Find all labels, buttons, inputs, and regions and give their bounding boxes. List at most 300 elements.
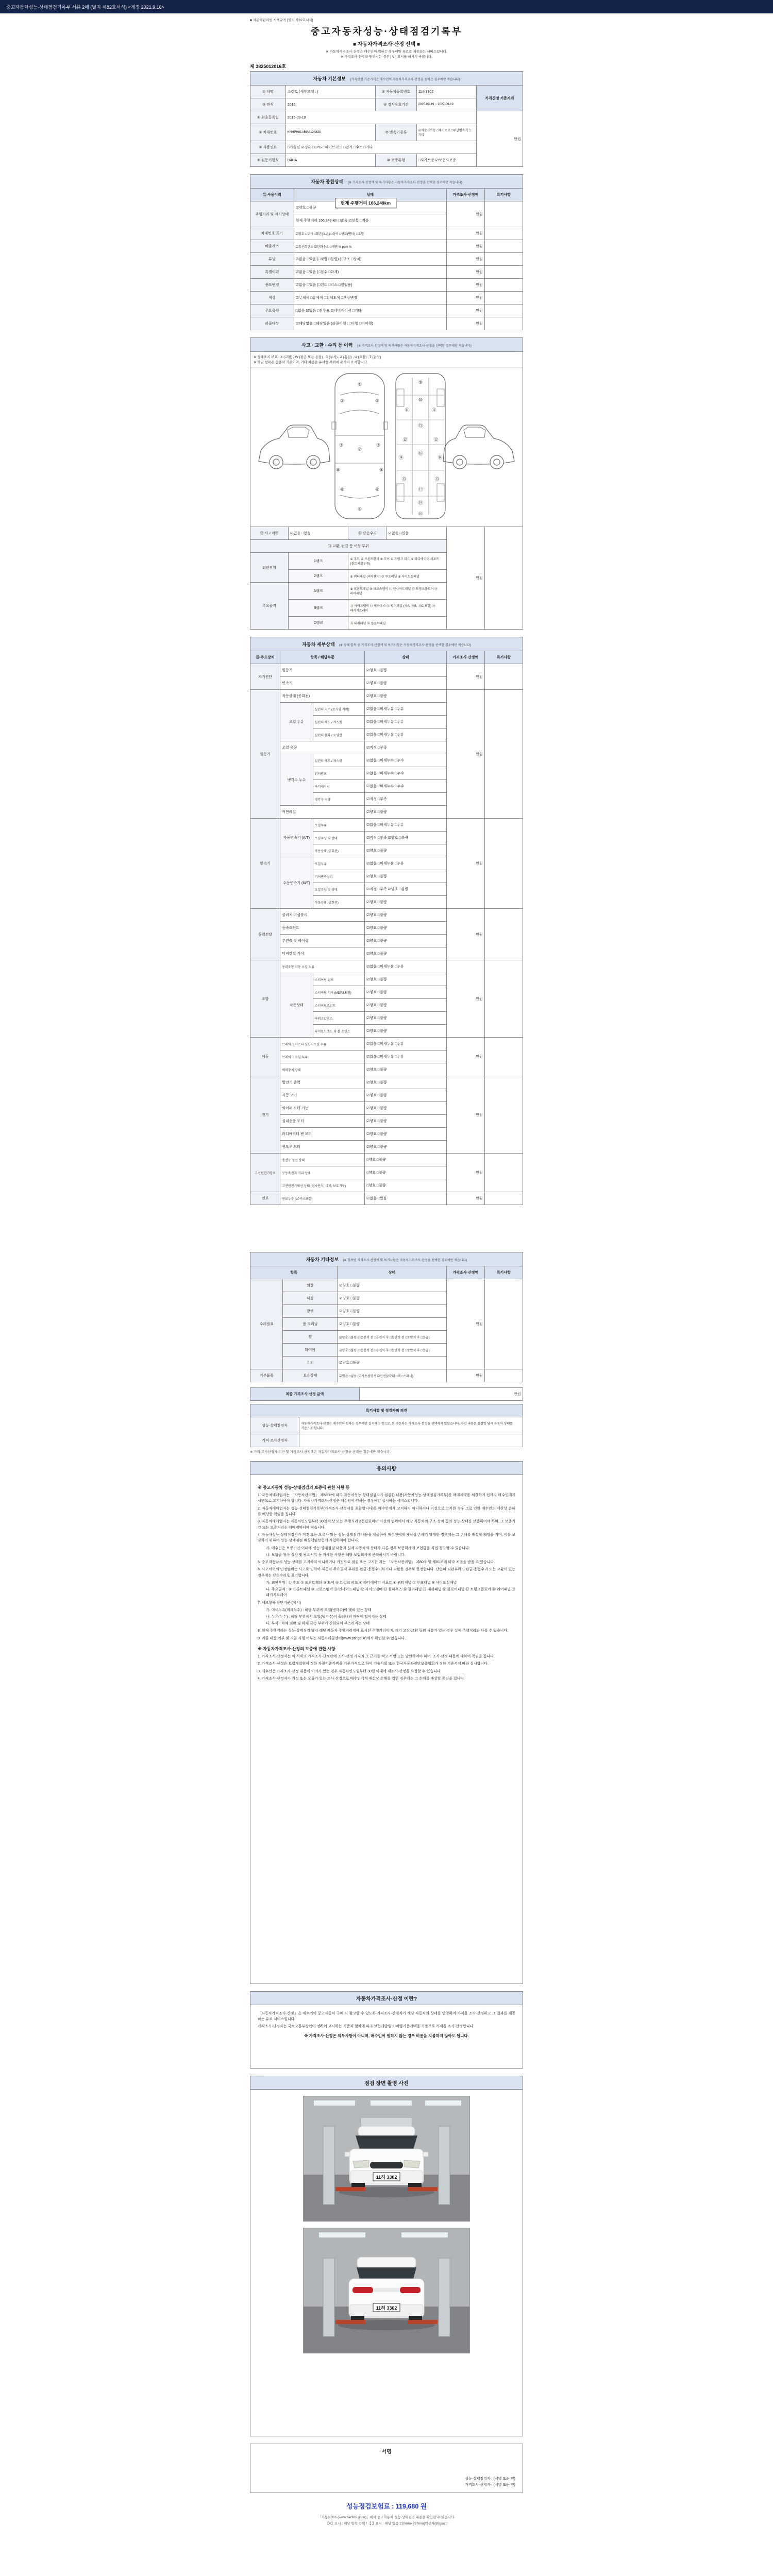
table-cell: 만원 (446, 1279, 484, 1369)
checkbox-cell[interactable]: ☑양호 □불량 (365, 1141, 447, 1154)
checkbox-cell[interactable]: ☑양호 □불량 (365, 1063, 447, 1076)
basic-info-note: (가격산정 기준가격은 매수인이 자동차가격조사·산정을 원하는 경우에만 적습니다) (350, 78, 460, 81)
checkbox-cell[interactable]: ☑없음 □미세누유 □누유 (365, 1038, 447, 1050)
table-cell: 만원 (446, 960, 484, 1038)
table-cell: 타이로드엔드 및 볼 조인트 (313, 1025, 365, 1038)
checkbox-cell[interactable]: ☑양호 □불량 (365, 690, 447, 703)
table-cell: 주행거리 및 계기상태 (250, 201, 294, 227)
table-cell: 브레이크 마스터 실린더오일 누유 (280, 1038, 365, 1050)
text-line: 9. 리콜 대상 여부 및 리콜 시행 여부는 자동차리콜센터(www.car.go.kr)에서 확인할 수 있습니다. (258, 1636, 406, 1640)
svg-text:⑭: ⑭ (438, 455, 443, 460)
section-accident-history (250, 337, 523, 630)
insurance-fee-label: 성능점검보험료 : (346, 2503, 394, 2510)
svg-text:⑧: ⑧ (379, 467, 384, 472)
table-cell: 구동축전지 격리 상태 (280, 1166, 365, 1179)
overall-condition-header (250, 174, 523, 188)
table-cell: 클러치 어셈블리 (280, 909, 365, 922)
svg-text:⑥: ⑥ (375, 487, 380, 492)
text-line: 1. 자동차매매업자는 「자동차관리법」 제58조에 따라 자동차성능·상태점검자가 점검한 내용(자동차성능·상태점검기록부)을 매매계약을 체결하기 전까지 매수인에게 서면으로 고지하여야 합니다. 자동차가격조사·산정은 매수인이 원하는 경우에만 실시하는 서비스입니다. (258, 1494, 515, 1503)
text-line: 나. 주요골격 : ⑨ 프론트패널 ⑩ 크로스멤버 ⑪ 인사이드패널 ⑫ 사이드멤버 ⑬ 휠하우스 ⑭ 필러패널 ⑮ 대쉬패널 ⑯ 플로어패널 ⑰ 트렁크플로어 ⑱ 리어패널 ⑲ 패키지트레이 (266, 1588, 515, 1598)
text-line: 가. 외판부위 : ① 후드 ② 프론트휀더 ③ 도어 ④ 트렁크 리드 ⑤ 라디에이터 서포트 ⑥ 쿼터패널 ⑦ 루프패널 ⑧ 사이드실패널 (266, 1581, 457, 1585)
table-cell: 용도변경 (250, 279, 294, 292)
insurance-fee-value: 119,680 원 (395, 2503, 427, 2510)
final-price-note: ※ 가격·조사산정자 의견 및 가격조사·산정액은 자동차가격조사·산정을 선택한 경우에만 적습니다. (250, 1450, 391, 1454)
table-cell: D4HA (285, 154, 376, 167)
checkbox-cell[interactable]: ☑양호 □불량 (365, 1012, 447, 1025)
table-cell: 특기사항 및 점검자의 의견 (250, 1404, 523, 1417)
table-cell: 변속기 (250, 819, 280, 909)
text-line: 「자동차365 (www.car365.go.kr)」에서 중고자동차 성능·상태점검 내용을 확인할 수 있습니다. (318, 2516, 455, 2519)
current-mileage-popup: 현재 주행거리 166,249km (335, 198, 396, 208)
section-etc-info (250, 1252, 523, 1454)
text-line: 「자동차가격조사·산정」은 매수인이 중고자동차 구매 시 참고할 수 있도록 가격조사·산정자가 해당 자동차의 상태를 반영하여 가격을 조사·산정하고 그 결과를 제공하는 유료 서비스입니다. (258, 2012, 515, 2022)
table-cell: 자동차가격조사·산정은 매수인이 원하는 경우에만 실시하는 것으로, 본 자동차는 가격조사·산정을 선택하지 않았습니다. 점검 내용은 점검일 당시 자동차 상태를 기준으로 합니다. (299, 1417, 523, 1434)
checkbox-cell[interactable]: ⑮ 대쉬패널 ⑯ 플로어패널 (348, 617, 446, 630)
state-symbol-legend (250, 351, 523, 367)
inspection-photo-rear (303, 2228, 470, 2353)
table-cell (484, 1038, 523, 1076)
checkbox-cell[interactable]: □자가보증 ☑보험사보증 (416, 154, 476, 167)
etc-info-title: 자동차 기타정보 (306, 1257, 339, 1262)
svg-text:⑥: ⑥ (340, 487, 345, 492)
svg-text:⑰: ⑰ (418, 487, 423, 492)
table-cell: ② 자동차등록번호 (376, 86, 416, 98)
table-cell: 2025-09-19 ~ 2027-09-19 (416, 98, 476, 111)
signature-title: 서명 (381, 2449, 392, 2455)
checkbox-cell[interactable]: ① 후드 ② 프론트휀더 ③ 도어 ④ 트렁크 리드 ⑤ 라디에이터 서포트 (볼트체결부품) (348, 553, 446, 570)
table-cell (484, 201, 523, 227)
table-cell: 유리 (283, 1357, 338, 1369)
text-line: ※ 상태표시 부호 : X (교환) , W (판금 또는 용접) , C (부식) , A (흠집) , U (요철) , T (손상) (254, 355, 381, 359)
basic-info-header (250, 71, 523, 85)
checkbox-cell[interactable]: ☑자동 □수동 □세미오토 □무단변속기 □기타 (416, 124, 476, 141)
text-line: 나. 누유(누수) : 해당 부위에서 오일(냉각수)이 흘러내려 바닥에 떨어지는 상태 (266, 1615, 386, 1619)
table-cell: ⑪ 사용이력 (250, 189, 294, 201)
text-line: 4. 자동차성능·상태점검자가 거짓 또는 오류가 있는 성능·상태점검 내용을 제공하여 매수인에게 재산상 손해가 발생한 경우에는 그 손해를 배상할 책임을 지며, 이를 보장하기 위하여 성능·상태점검 배상책임보험에 가입하여야 합니다. (258, 1533, 515, 1543)
table-cell: A랭크 (289, 583, 348, 600)
table-cell: ⑬ 단순수리 (348, 527, 386, 540)
table-cell: 추진축 및 베어링 (280, 935, 365, 947)
checkbox-cell[interactable]: ⑨ 프론트패널 ⑩ 크로스멤버 ⑪ 인사이드패널 ⑰ 트렁크플로어 ⑱ 리어패널 (348, 583, 446, 600)
table-cell: 만원 (446, 266, 484, 279)
checkbox-cell[interactable]: □없음 ☑있음 □썬루프 ☑네비게이션 □기타 (294, 304, 446, 317)
table-cell: 윈도우 모터 (280, 1141, 365, 1154)
text-line: 2. 자동차매매업자는 성능·상태점검기록부(가격조사·산정서를 포함합니다)를 매수인에게 고지하지 아니하거나 거짓으로 고지한 경우 그로 인한 매수인의 재산상 손해를 배상할 책임을 집니다. (258, 1506, 515, 1516)
svg-text:⑫: ⑫ (402, 437, 408, 443)
car-damage-diagram-box (250, 367, 523, 527)
table-cell: ⑭ 교환, 판금 등 이상 부위 (250, 540, 447, 553)
checkbox-cell[interactable]: ☑없음 □미세누유 □누유 (365, 960, 447, 973)
svg-text:⑱: ⑱ (418, 512, 423, 517)
table-cell: 만원 (446, 292, 484, 304)
checkbox-cell[interactable]: ☑없음 □미세누유 □누유 (365, 703, 447, 716)
table-cell: 기어변속장치 (313, 870, 365, 883)
detailed-condition-note: (※ 상태 항목 중 가격조사·산정액 및 특기사항은 자동차가격조사·산정을 선택한 경우에만 적습니다) (339, 644, 471, 647)
svg-text:⑩: ⑩ (418, 397, 423, 402)
table-cell: 차대번호 표기 (250, 227, 294, 240)
table-cell: 광택 (283, 1305, 338, 1318)
checkbox-cell[interactable]: ☑양호 □불량 (365, 999, 447, 1012)
table-cell: 스티어링 펌프 (313, 973, 365, 986)
checkbox-cell[interactable]: ☑적정 □부족 (365, 793, 447, 806)
table-cell: 특기사항 (484, 1266, 523, 1279)
checkbox-cell[interactable]: ☑양호 □불량 (365, 896, 447, 909)
text-line: ※ 자동차가격조사·산정은 매수인이 원하는 경우에만 유료로 제공되는 서비스입니다. (326, 50, 447, 54)
text-line: ※ 중고자동차 성능·상태점검의 보증에 관한 사항 등 (258, 1485, 350, 1490)
table-cell (484, 266, 523, 279)
checkbox-cell[interactable]: ☑양호 □불량 (□운전석 전 □운전석 후 □동반석 전 □동반석 후 □응급) (338, 1331, 447, 1344)
detailed-condition-title: 자동차 세부상태 (302, 642, 335, 647)
table-cell: 자동변속기 (A/T) (280, 819, 313, 857)
table-cell: ③ 연식 (250, 98, 286, 111)
table-cell: KNHPH81ABGA124833 (285, 124, 376, 141)
table-cell: 시동 모터 (280, 1089, 365, 1102)
table-cell: 만원 (446, 240, 484, 253)
checkbox-cell[interactable]: ☑양호 □불량 (294, 201, 446, 214)
text-line: 가격조사·산정자는 국토교통부장관이 정하여 고시하는 기준과 절차에 따라 보험개발원의 차량기준가액을 기준으로 가격을 조사·산정합니다. (258, 2025, 475, 2029)
table-cell: 11허3302 (416, 86, 476, 98)
table-cell: 연료누출 (LP가스포함) (280, 1192, 365, 1205)
table-cell: 만원 (477, 111, 523, 167)
svg-text:④: ④ (357, 506, 362, 512)
signature-lines (465, 2475, 515, 2488)
svg-text:⑬: ⑬ (434, 477, 440, 482)
checkbox-cell[interactable]: ☑양호 □불량 (365, 1115, 447, 1128)
checkbox-cell[interactable]: ☑양호 □불량 (365, 909, 447, 922)
inspector-opinion-table (250, 1404, 523, 1447)
table-cell: ⑦ 변속기종류 (376, 124, 416, 141)
checkbox-cell[interactable]: □양호 □불량 (365, 1154, 447, 1166)
checkbox-cell[interactable]: ☑해당없음 □해당있음 (리콜이행 : □이행 □미이행) (294, 317, 446, 330)
text-line: ※ 자동차가격조사·산정의 보증에 관한 사항 (258, 1647, 335, 1652)
checkbox-cell[interactable]: ☑양호 □불량 (338, 1357, 447, 1369)
table-cell: ⑫ 사고이력 (250, 527, 289, 540)
table-cell: ⑧ 사용연료 (250, 141, 286, 154)
table-cell: 만원 (446, 527, 484, 630)
text-line: 가. 미세누유(미세누수) : 해당 부위에 오일(냉각수)이 맺혀 있는 상태 (266, 1608, 372, 1612)
svg-text:⑫: ⑫ (433, 437, 439, 443)
table-cell: 냉각수 누수 (280, 754, 313, 806)
table-cell: 항목 (250, 1266, 338, 1279)
checkbox-cell[interactable]: ☑양호 □불량 (365, 973, 447, 986)
detailed-condition-header (250, 637, 523, 651)
svg-text:②: ② (375, 398, 380, 403)
notices-title: 유의사항 (250, 1462, 523, 1475)
checkbox-cell[interactable]: 현재 주행거리 166,249 km □많음 ☑보통 □적음 (294, 214, 446, 227)
table-cell: 충전구 절연 상태 (280, 1154, 365, 1166)
checkbox-cell[interactable]: ☑양호 □불량 (365, 1089, 447, 1102)
text-line: 1. 가격조사·산정자는 이 서식의 가격조사·산정란에 조사·산정 가격과 그 근거를 적고 서명 또는 날인하여야 하며, 조사·산정 내용에 대하여 책임을 집니다. (258, 1655, 495, 1659)
checkbox-cell[interactable]: ☑양호 □불량 (365, 986, 447, 999)
text-line: 【V】표시 : 해당 항목 선택 / 【 】표시 : 해당 없음 210mm×297mm[백상지(80g/㎡)] (325, 2521, 448, 2526)
table-cell: 외판부위 (250, 553, 289, 583)
table-cell: 만원 (446, 1038, 484, 1076)
table-cell: ⑨ 원동기형식 (250, 154, 286, 167)
table-cell: 2015-09-10 (285, 111, 476, 124)
checkbox-cell[interactable]: ☑없음 □미세누유 □누유 (365, 728, 447, 741)
table-cell: 라디에이터 팬 모터 (280, 1128, 365, 1141)
table-cell: 만원 (446, 1192, 484, 1205)
checkbox-cell[interactable]: ☑양호 □불량 (365, 935, 447, 947)
text-line: 2. 가격조사·산정은 보험개발원이 정한 차량기준가액을 기준가격으로 하여 기술사회 또는 한국자동차진단보증협회가 정한 기준서에 따라 실시합니다. (258, 1662, 489, 1666)
table-cell: 리콜대상 (250, 317, 294, 330)
text-line: ※ 하단 항목은 승용차 기준이며, 기타 차종은 유사한 부위에 준하여 표시합니다. (254, 361, 368, 364)
table-cell: 등속조인트 (280, 922, 365, 935)
document-footer (250, 2515, 523, 2532)
svg-text:①: ① (357, 382, 362, 387)
table-cell: 만원 (446, 1076, 484, 1154)
svg-text:11허 3302: 11허 3302 (376, 2306, 397, 2311)
table-cell (299, 1434, 523, 1447)
table-cell (484, 253, 523, 266)
svg-text:⑲: ⑲ (418, 500, 423, 505)
table-cell: 2랭크 (289, 570, 348, 583)
table-cell: 타이어 (283, 1344, 338, 1357)
checkbox-cell[interactable]: ☑없음 □있음 (386, 527, 446, 540)
table-cell: 작동상태 (공회전) (313, 844, 365, 857)
table-cell: 가격조사·산정액 (446, 189, 484, 201)
table-cell: 만원 (446, 317, 484, 330)
checkbox-cell[interactable]: ☑없음 □있음 (□렌트 □리스 □영업용) (294, 279, 446, 292)
checkbox-cell[interactable]: □가솔린 ☑경유 □LPG □하이브리드 □전기 □수소 □기타 (285, 141, 476, 154)
svg-text:⑪: ⑪ (431, 408, 436, 413)
section-inspection-photos (250, 2076, 523, 2436)
table-cell: 룸 크리닝 (283, 1318, 338, 1331)
checkbox-cell[interactable]: ☑양호 □부식 □훼손(오손) □상이 □변조(변타) □도말 (294, 227, 446, 240)
checkbox-cell[interactable]: ☑없음 □있음 (289, 527, 348, 540)
checkbox-cell[interactable]: ☑없음 □미세누수 □누수 (365, 767, 447, 780)
table-cell: 동력전달 (250, 909, 280, 960)
table-cell: 오일누유 (313, 819, 365, 832)
table-cell: 쏘렌토 (세부모델 : ) (285, 86, 376, 98)
table-cell: 자기진단 (250, 664, 280, 690)
etc-info-header (250, 1252, 523, 1266)
checkbox-cell[interactable]: ☑없음 □미세누유 □누유 (365, 819, 447, 832)
table-cell: 오일누유 (313, 857, 365, 870)
table-cell: 작동상태 (280, 973, 313, 1038)
svg-text:⑦: ⑦ (357, 447, 362, 452)
checkbox-cell[interactable]: ☑있음 □없음 (☑사용설명서 ☑안전삼각대 □잭 □스패너) (338, 1369, 447, 1382)
checkbox-cell[interactable]: ☑없음 □미세누수 □누수 (365, 780, 447, 793)
checkbox-cell[interactable]: ☑양호 □불량 (365, 1128, 447, 1141)
table-cell: 보유상태 (283, 1369, 338, 1382)
table-cell: 오일유량 및 상태 (313, 883, 365, 896)
checkbox-cell[interactable]: ☑양호 □불량 (365, 922, 447, 935)
table-cell: 상태 (338, 1266, 447, 1279)
checkbox-cell[interactable]: ☑양호 □불량 (365, 844, 447, 857)
accident-history-note: (※ 가격조사·산정액 및 특기사항은 자동차가격조사·산정을 선택한 경우에만 적습니다) (357, 345, 472, 348)
section-price-survey-info (250, 1991, 523, 2069)
checkbox-cell[interactable]: ☑적정 □부족 (365, 741, 447, 754)
price-survey-select-subtitle: ■ 자동차가격조사·산정 선택 ■ (352, 42, 420, 47)
checkbox-cell[interactable]: ☑양호 □불량 (365, 677, 447, 690)
checkbox-cell[interactable]: □양호 □불량 (365, 1179, 447, 1192)
svg-text:⑭: ⑭ (398, 455, 404, 460)
basic-info-table (250, 85, 523, 167)
table-cell: ① 차명 (250, 86, 286, 98)
checkbox-cell[interactable]: ☑없음 □미세누유 □누유 (365, 857, 447, 870)
table-cell: 주요골격 (250, 583, 289, 630)
checkbox-cell[interactable]: ☑양호 □불량 (338, 1318, 447, 1331)
section-overall-condition (250, 174, 523, 330)
table-cell: 만원 (446, 201, 484, 227)
viewer-topbar-title: 중고자동차성능·상태점검기록부 서류 2매 (별지 제82호서식) <개정 2021.9.16> (6, 4, 164, 10)
checkbox-cell[interactable]: ☑양호 □불량 (338, 1292, 447, 1305)
table-cell: 특별이력 (250, 266, 294, 279)
text-line: 성능·상태점검자 : (서명 또는 인) (465, 2477, 515, 2481)
checkbox-cell[interactable]: ☑일산화탄소 ☑탄화수소 □매연 % ppm % (294, 240, 446, 253)
viewer-topbar (0, 0, 773, 13)
section-detailed-condition (250, 637, 523, 1245)
table-cell: 가격조사·산정액 (446, 651, 484, 664)
table-cell: B랭크 (289, 600, 348, 617)
checkbox-cell[interactable]: ☑양호 □불량 (365, 1076, 447, 1089)
table-cell: 만원 (446, 227, 484, 240)
overall-condition-title: 자동차 종합상태 (311, 179, 344, 184)
checkbox-cell[interactable]: ☑양호 □불량 (338, 1305, 447, 1318)
table-cell (484, 240, 523, 253)
checkbox-cell[interactable]: ⑥ 쿼터패널 (리어휀더) ⑦ 루프패널 ⑧ 사이드실패널 (348, 570, 446, 583)
checkbox-cell[interactable]: ⑫ 사이드멤버 ⑬ 휠하우스 ⑭ 필러패널 (⑭A, ⑭B, ⑭C 포함) ⑲ 패키지트레이 (348, 600, 446, 617)
table-cell: 디퍼렌셜 기어 (280, 947, 365, 960)
table-cell: 만원 (446, 819, 484, 909)
table-cell (484, 292, 523, 304)
table-cell: 만원 (446, 253, 484, 266)
table-cell: 주요옵션 (250, 304, 294, 317)
checkbox-cell[interactable]: ☑없음 □미세누수 □누수 (365, 754, 447, 767)
svg-text:⑧: ⑧ (335, 467, 341, 472)
table-cell: 오일유량 및 상태 (313, 832, 365, 844)
overall-condition-table (250, 188, 523, 330)
svg-text:⑬: ⑬ (401, 477, 407, 482)
text-line: 4. 가격조사·산정자가 거짓 또는 오류가 있는 조사·산정으로 매수인에게 재산상 손해를 입힌 경우에는 그 손해를 배상할 책임을 집니다. (258, 1677, 465, 1681)
table-cell: 발전기 출력 (280, 1076, 365, 1089)
table-cell: 수리필요 (250, 1279, 283, 1369)
table-cell: C랭크 (289, 617, 348, 630)
checkbox-cell[interactable]: □양호 □불량 (365, 1166, 447, 1179)
table-cell: 실린더 블록 / 오일팬 (313, 728, 365, 741)
checkbox-cell[interactable]: ☑없음 □있음 (□적법 □불법) (□구조 □장치) (294, 253, 446, 266)
table-cell: ④ 검사유효기간 (376, 98, 416, 111)
text-line: 8. 현재 주행거리는 성능·상태점검 당시 해당 자동차 주행거리계에 표시된 주행거리이며, 계기 고장·교환 등의 사유가 있는 경우 실제 주행거리와 다를 수 있습니다. (258, 1629, 509, 1633)
table-cell: 특기사항 (484, 189, 523, 201)
checkbox-cell[interactable]: ☑양호 □불량 (365, 870, 447, 883)
text-line: ※ 가격조사·산정은 의무사항이 아니며, 매수인이 원하지 않는 경우 비용을 지불하지 않아도 됩니다. (304, 2033, 469, 2038)
price-survey-info-body (250, 2005, 523, 2044)
table-cell: 원동기 (250, 690, 280, 819)
document-number: 제 3825012016호 (250, 64, 286, 69)
table-cell (484, 1076, 523, 1154)
svg-text:⑮: ⑮ (418, 423, 423, 428)
table-cell: 성능·상태점검자 (250, 1417, 299, 1434)
checkbox-cell[interactable]: ☑없음 □미세누유 □누유 (365, 716, 447, 728)
table-cell: ⑩ 보증유형 (376, 154, 416, 167)
svg-text:③: ③ (376, 443, 381, 448)
accident-history-table (250, 527, 523, 630)
table-cell: 오일 누유 (280, 703, 313, 741)
text-line: ※ 가격조사·산정을 원하시는 경우 [ V ] 표시를 하시기 바랍니다. (340, 55, 433, 59)
table-cell: ⑮ 주요장치 (250, 651, 280, 664)
document-title: 중고자동차성능·상태점검기록부 (310, 26, 463, 37)
table-cell: 고전원전기장치 (250, 1154, 280, 1192)
checkbox-cell[interactable]: ☑양호 □불량 (365, 1102, 447, 1115)
document-subnotes (250, 49, 523, 59)
form-reference: ■ 자동차관리법 시행규칙 [별지 제82호서식] (250, 19, 313, 22)
svg-text:⑯: ⑯ (418, 451, 423, 456)
car-diagram (254, 369, 519, 522)
section-basic-info (250, 71, 523, 167)
checkbox-cell[interactable]: ☑양호 □불량 (365, 947, 447, 960)
checkbox-cell[interactable]: ☑없음 □있음 (365, 1192, 447, 1205)
table-cell: 라디에이터 (313, 780, 365, 793)
table-cell: 스티어링 기어 (MDPS포함) (313, 986, 365, 999)
svg-text:③: ③ (339, 443, 344, 448)
inspection-photos-title: 점검 장면 촬영 사진 (250, 2076, 523, 2090)
table-cell (484, 664, 523, 690)
table-cell: 항목 / 해당부품 (280, 651, 365, 664)
table-cell: 만원 (446, 1154, 484, 1192)
table-cell (484, 960, 523, 1038)
table-cell (484, 317, 523, 330)
accident-history-title: 사고 · 교환 · 수리 등 이력 (301, 343, 353, 348)
table-cell: 배출가스 (250, 240, 294, 253)
checkbox-cell[interactable]: ☑없음 □미세누유 □누유 (365, 1050, 447, 1063)
notices-body (250, 1475, 523, 1688)
table-cell: 만원 (359, 1388, 523, 1401)
table-cell: 만원 (446, 664, 484, 690)
checkbox-cell[interactable]: ☑적정 □부족 ☑양호 □불량 (365, 832, 447, 844)
svg-text:⑨: ⑨ (418, 380, 423, 385)
checkbox-cell[interactable]: ☑양호 □불량 (□운전석 전 □운전석 후 □동반석 전 □동반석 후 □응급) (338, 1344, 447, 1357)
table-cell (484, 1192, 523, 1205)
inspection-document (250, 13, 523, 2532)
checkbox-cell[interactable]: ☑양호 □불량 (365, 664, 447, 677)
table-cell: 변속기 (280, 677, 365, 690)
text-line: 가격조사·산정자 : (서명 또는 인) (465, 2483, 515, 2487)
table-cell (484, 909, 523, 960)
inspection-photo-front (303, 2096, 470, 2222)
table-cell: 만원 (446, 279, 484, 292)
table-cell (484, 279, 523, 292)
svg-text:⑪: ⑪ (405, 408, 410, 413)
table-cell: 만원 (446, 1369, 484, 1382)
table-cell: 냉각수 수량 (313, 793, 365, 806)
checkbox-cell[interactable]: ☑양호 □불량 (338, 1279, 447, 1292)
svg-text:②: ② (340, 398, 345, 403)
text-line: 6. 사고이력의 인정범위는 사고로 인하여 자동차 주요골격 부위를 판금·용접수리하거나 교환한 경우로 한정합니다. 단순히 외판부위의 판금·용접수리 또는 교환이 있는 경우에는 단순수리로 표기합니다. (258, 1568, 515, 1578)
svg-text:11허 3302: 11허 3302 (376, 2175, 397, 2180)
text-line: 3. 자동차매매업자는 자동차인도일부터 30일 이상 또는 주행거리 2천킬로미터 이상의 범위에서 해당 자동차의 구조·장치 등의 성능·상태를 보증하여야 하며, 그 보증기간 또는 보증거리는 매매계약서에 적습니다. (258, 1520, 515, 1530)
text-line: 나. 보험금 청구 절차 및 필요서류 등 자세한 사항은 해당 보험회사에 문의하시기 바랍니다. (266, 1553, 406, 1557)
table-cell: 워터펌프 (313, 767, 365, 780)
table-cell: 실린더 헤드 / 개스킷 (313, 716, 365, 728)
table-cell: 브레이크 오일 누유 (280, 1050, 365, 1063)
checkbox-cell[interactable]: ☑양호 □불량 (365, 1025, 447, 1038)
checkbox-cell[interactable]: ☑적정 □부족 ☑양호 □불량 (365, 883, 447, 896)
table-cell: 특기사항 (484, 651, 523, 664)
table-cell: 만원 (446, 304, 484, 317)
table-cell: 휠 (283, 1331, 338, 1344)
checkbox-cell[interactable]: ☑없음 □있음 (□침수 □화재) (294, 266, 446, 279)
checkbox-cell[interactable]: ☑양호 □불량 (365, 806, 447, 819)
table-cell: 2016 (285, 98, 376, 111)
table-cell: 파워고압호스 (313, 1012, 365, 1025)
checkbox-cell[interactable]: ☑무채색 □유채색 □전체도색 □색상변경 (294, 292, 446, 304)
table-cell: 만원 (446, 690, 484, 819)
table-cell: 상태 (294, 189, 446, 201)
table-cell: 가격·조사산정자 (250, 1434, 299, 1447)
table-cell: 조향 (250, 960, 280, 1038)
